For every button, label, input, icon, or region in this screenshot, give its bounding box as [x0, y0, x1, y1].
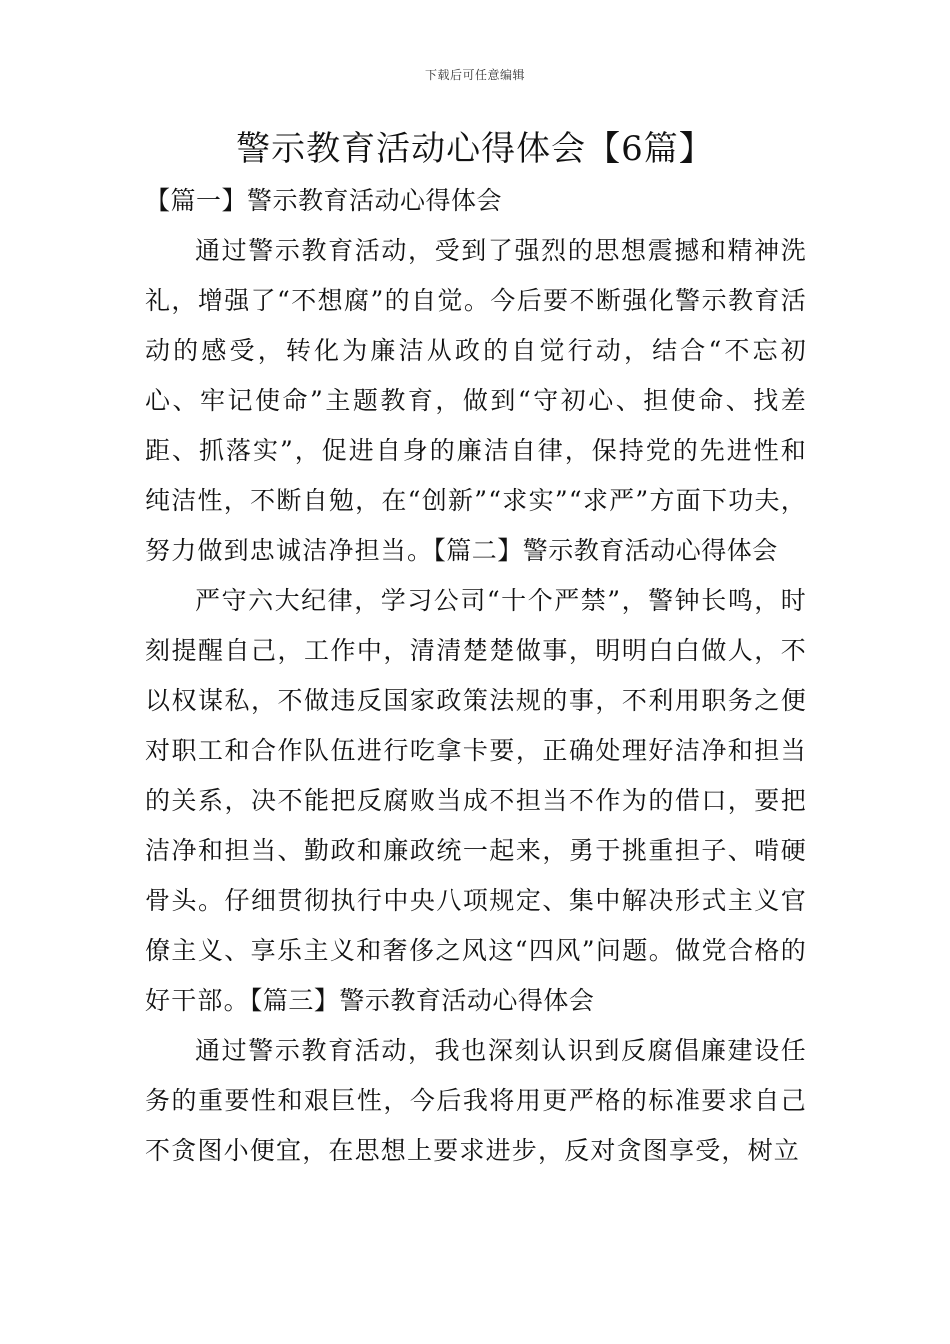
section-paragraph-1 [145, 226, 807, 576]
header-note: 下载后可任意编辑 [424, 68, 525, 82]
document-title: 警示教育活动心得体会【6篇】 [236, 129, 714, 169]
section-heading-3: 【篇三】警示教育活动心得体会 [249, 986, 595, 1015]
section-paragraph-2 [145, 576, 807, 1026]
section-paragraph-3 [145, 1026, 807, 1176]
section-body-2: 严守六大纪律，学习公司“十个严禁”，警钟长鸣，时刻提醒自己，工作中，清清楚楚做事，明明白白做人，不以权谋私，不做违反国家政策法规的事，不利用职务之便对职工和合作队伍进行吃拿卡要，正确处理好洁净和担当的关系，决不能把反腐败当成不担当不作为的借口，要把洁净和担当、勤政和廉政统一起来，勇于挑重担子、啃硬骨头。仔细贯彻执行中央八项规定、集中解决形式主义官僚主义、享乐主义和奢侈之风这“四风”问题。做党合格的好干部。 [145, 586, 807, 1015]
section-body-3: 通过警示教育活动，我也深刻认识到反腐倡廉建设任务的重要性和艰巨性，今后我将用更严格的标准要求自己不贪图小便宜，在思想上要求进步，反对贪图享受，树立 [145, 1036, 807, 1165]
section-heading-2: 【篇二】警示教育活动心得体会 [433, 536, 778, 565]
document-body [145, 176, 807, 1176]
section-heading-1: 【篇一】警示教育活动心得体会 [145, 186, 503, 215]
section-body-1: 通过警示教育活动，受到了强烈的思想震撼和精神洗礼，增强了“不想腐”的自觉。今后要不断强化警示教育活动的感受，转化为廉洁从政的自觉行动，结合“不忘初心、牢记使命”主题教育，做到“守初心、担使命、找差距、抓落实”，促进自身的廉洁自律，保持党的先进性和纯洁性，不断自勉，在“创新”“求实”“求严”方面下功夫，努力做到忠诚洁净担当。 [145, 236, 807, 565]
